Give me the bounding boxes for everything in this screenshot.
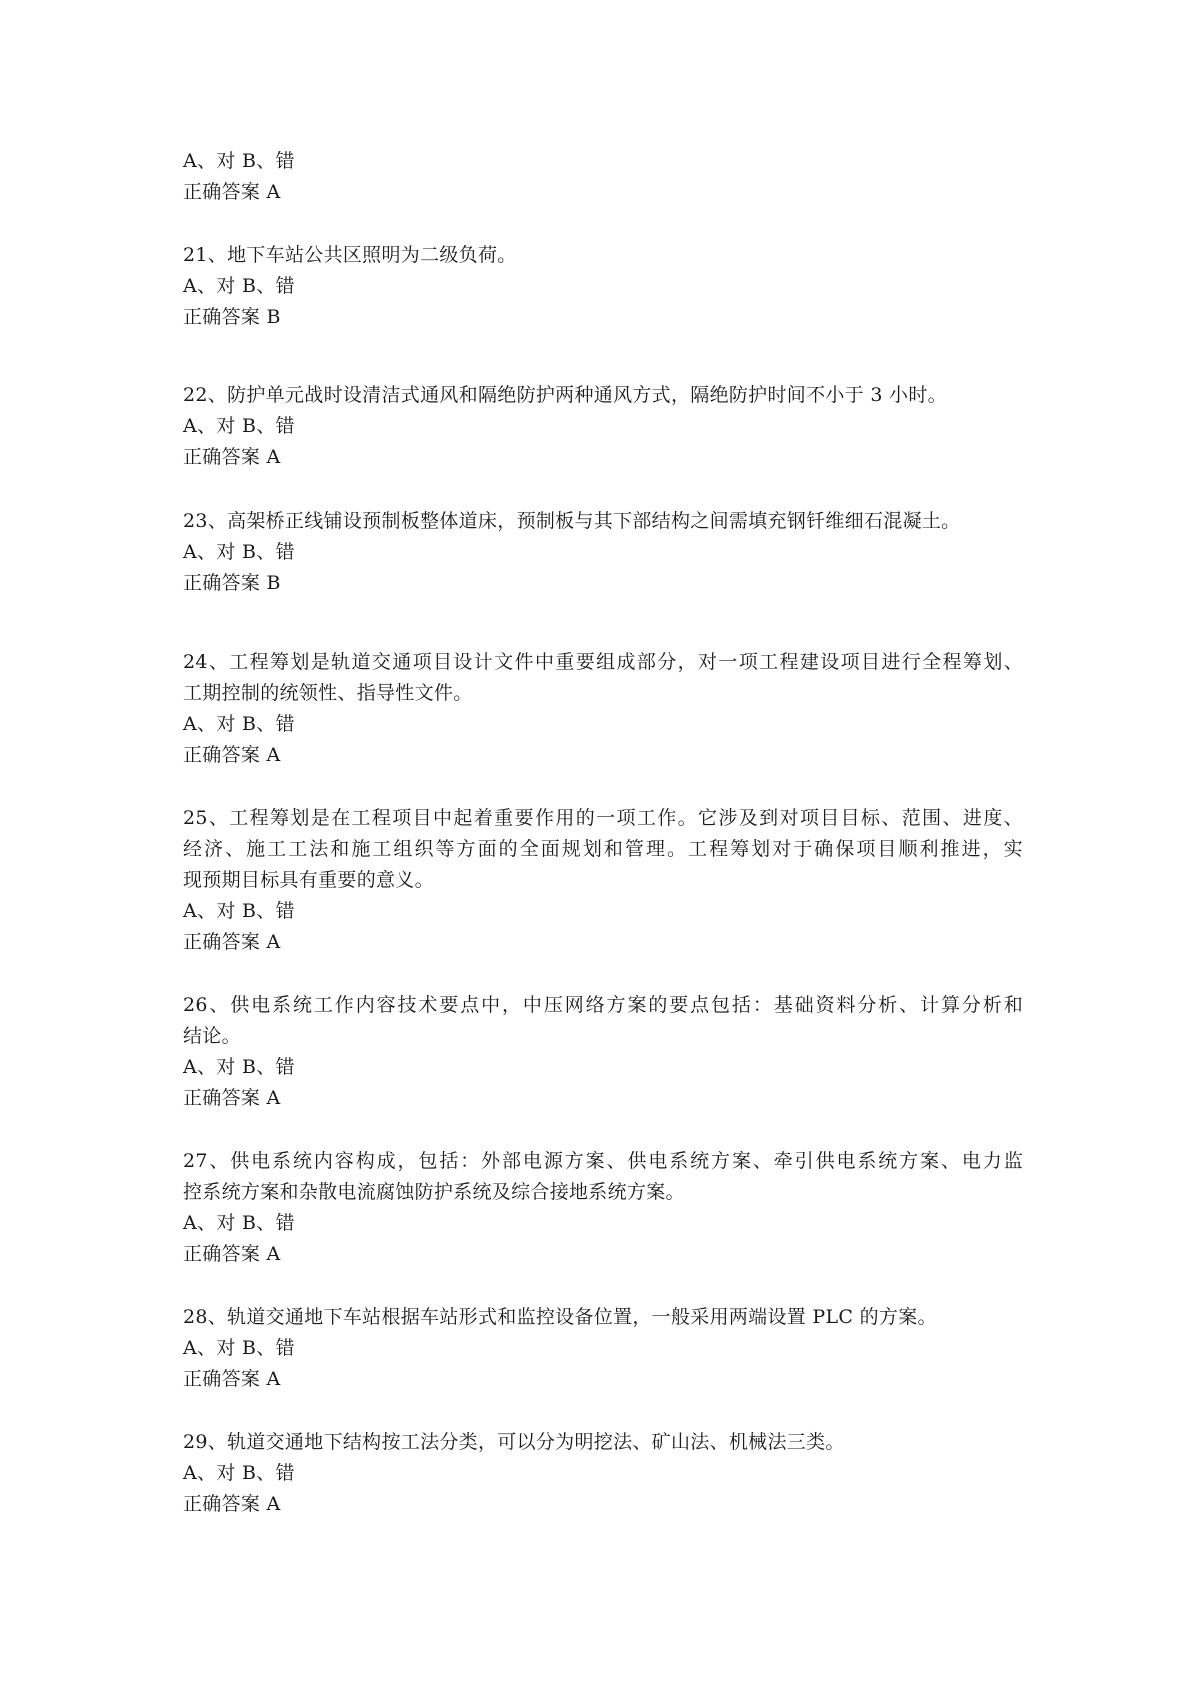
question-26-answer: 正确答案 A bbox=[183, 1087, 281, 1109]
question-22-answer: 正确答案 A bbox=[183, 446, 281, 468]
question-23-answer: 正确答案 B bbox=[183, 572, 281, 594]
question-22-options: A、对 B、错 bbox=[183, 415, 295, 437]
question-27-answer: 正确答案 A bbox=[183, 1243, 281, 1265]
question-21-options: A、对 B、错 bbox=[183, 275, 295, 297]
intro-answer: 正确答案 A bbox=[183, 181, 281, 203]
question-29-text: 29、轨道交通地下结构按工法分类，可以分为明挖法、矿山法、机械法三类。 bbox=[183, 1431, 845, 1453]
question-26-options: A、对 B、错 bbox=[183, 1056, 295, 1078]
question-25-options: A、对 B、错 bbox=[183, 900, 295, 922]
question-27-text-line-1: 27、供电系统内容构成，包括：外部电源方案、供电系统方案、牵引供电系统方案、电力监 bbox=[183, 1150, 1023, 1172]
question-24-answer: 正确答案 A bbox=[183, 744, 281, 766]
question-27-options: A、对 B、错 bbox=[183, 1212, 295, 1234]
question-24-text-line-2: 工期控制的统领性、指导性文件。 bbox=[183, 682, 473, 704]
question-23-text: 23、高架桥正线铺设预制板整体道床，预制板与其下部结构之间需填充钢钎维细石混凝土。 bbox=[183, 510, 961, 532]
question-25-text-line-3: 现预期目标具有重要的意义。 bbox=[183, 869, 434, 891]
question-24-options: A、对 B、错 bbox=[183, 713, 295, 735]
question-25-text-line-1: 25、工程筹划是在工程项目中起着重要作用的一项工作。它涉及到对项目目标、范围、进度、 bbox=[183, 807, 1023, 829]
question-27-text-line-2: 控系统方案和杂散电流腐蚀防护系统及综合接地系统方案。 bbox=[183, 1181, 685, 1203]
question-23-options: A、对 B、错 bbox=[183, 541, 295, 563]
question-26-text-line-2: 结论。 bbox=[183, 1025, 241, 1047]
question-25-text-line-2: 经济、施工工法和施工组织等方面的全面规划和管理。工程筹划对于确保项目顺利推进，实 bbox=[183, 838, 1023, 860]
question-22-text: 22、防护单元战时设清洁式通风和隔绝防护两种通风方式，隔绝防护时间不小于 3 小时。 bbox=[183, 384, 947, 406]
question-28-answer: 正确答案 A bbox=[183, 1368, 281, 1390]
question-29-options: A、对 B、错 bbox=[183, 1462, 295, 1484]
question-21-text: 21、地下车站公共区照明为二级负荷。 bbox=[183, 244, 517, 266]
question-28-text: 28、轨道交通地下车站根据车站形式和监控设备位置，一般采用两端设置 PLC 的方案。 bbox=[183, 1306, 937, 1328]
question-24-text-line-1: 24、工程筹划是轨道交通项目设计文件中重要组成部分，对一项工程建设项目进行全程筹划、 bbox=[183, 651, 1023, 673]
intro-options: A、对 B、错 bbox=[183, 150, 295, 172]
question-26-text-line-1: 26、供电系统工作内容技术要点中，中压网络方案的要点包括：基础资料分析、计算分析和 bbox=[183, 994, 1023, 1016]
question-28-options: A、对 B、错 bbox=[183, 1337, 295, 1359]
question-29-answer: 正确答案 A bbox=[183, 1493, 281, 1515]
question-21-answer: 正确答案 B bbox=[183, 306, 281, 328]
question-25-answer: 正确答案 A bbox=[183, 931, 281, 953]
